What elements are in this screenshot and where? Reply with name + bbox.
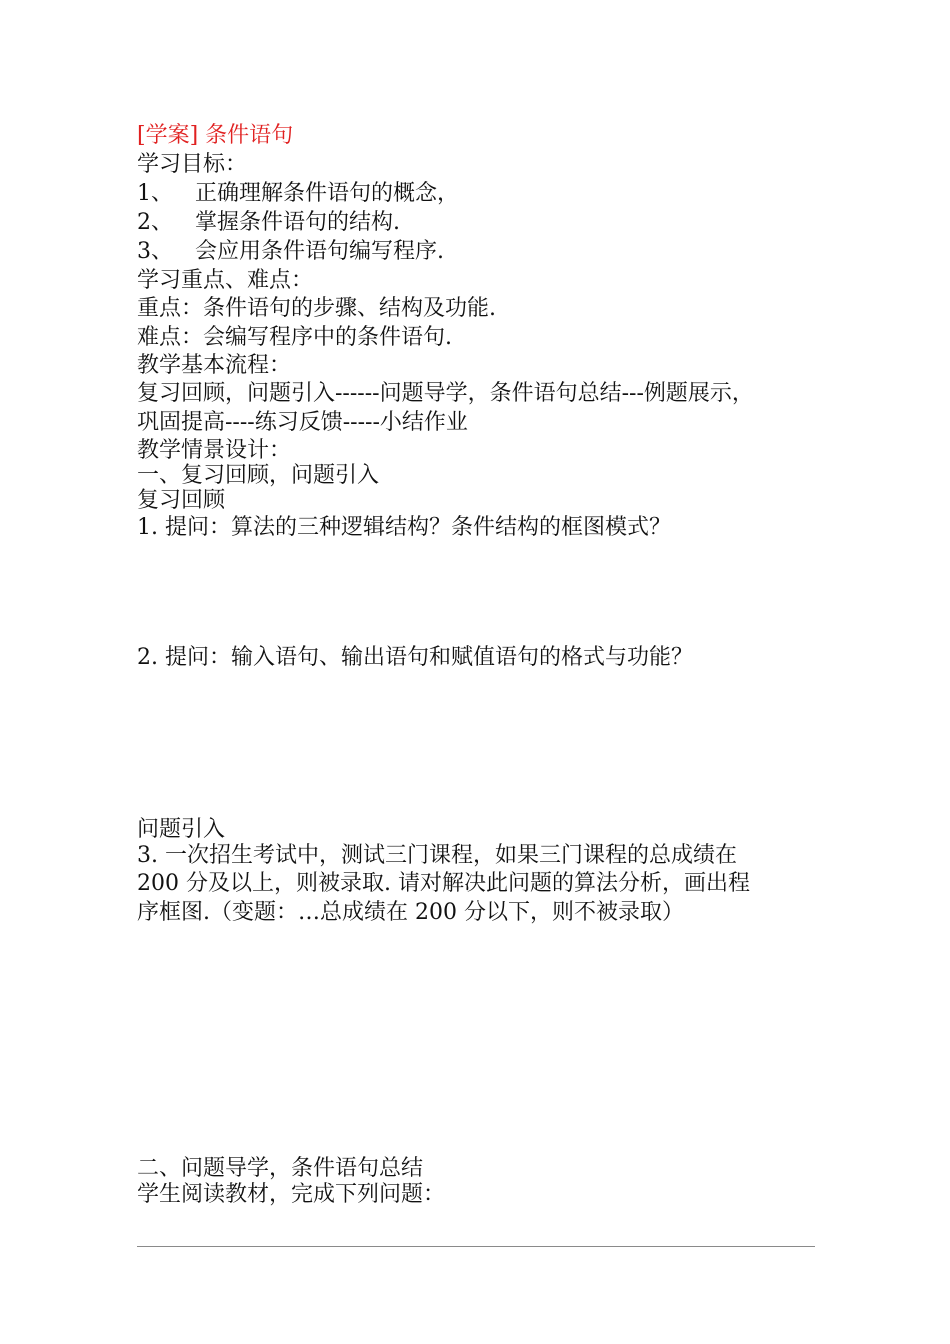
question-1: 1. 提问：算法的三种逻辑结构？条件结构的框图模式？	[137, 515, 671, 540]
question-2: 2. 提问：输入语句、输出语句和赋值语句的格式与功能？	[137, 645, 693, 670]
question-3-line-3: 序框图.（变题：…总成绩在 200 分以下，则不被录取）	[137, 900, 684, 925]
question-3-line-1: 3. 一次招生考试中，测试三门课程，如果三门课程的总成绩在	[137, 843, 737, 868]
flow-line-2: 巩固提高----练习反馈-----小结作业	[137, 410, 468, 435]
objective-number: 3、	[137, 239, 173, 264]
flow-heading: 教学基本流程：	[137, 353, 292, 378]
objective-item-2	[137, 209, 400, 237]
key-points-heading: 学习重点、难点：	[137, 268, 314, 293]
objective-item-3	[137, 238, 444, 266]
document-title: [学案] 条件语句	[137, 123, 294, 148]
objective-text: 掌握条件语句的结构.	[195, 210, 400, 235]
objective-number: 1、	[137, 181, 173, 206]
flow-line-1: 复习回顾，问题引入------问题导学，条件语句总结---例题展示，	[137, 381, 754, 406]
review-heading: 复习回顾	[137, 488, 226, 513]
objective-number: 2、	[137, 210, 173, 235]
objective-text: 正确理解条件语句的概念，	[195, 181, 460, 206]
intro-heading: 问题引入	[137, 817, 226, 842]
section-2-heading: 二、问题导学，条件语句总结	[137, 1156, 424, 1181]
section-2-instruction: 学生阅读教材，完成下列问题：	[137, 1182, 446, 1207]
footer-divider	[137, 1246, 815, 1247]
objective-item-1	[137, 180, 459, 208]
section-1-heading: 一、复习回顾，问题引入	[137, 463, 380, 488]
question-3-line-2: 200 分及以上，则被录取. 请对解决此问题的算法分析，画出程	[137, 871, 750, 896]
key-point: 重点：条件语句的步骤、结构及功能.	[137, 296, 496, 321]
design-heading: 教学情景设计：	[137, 438, 292, 463]
objective-text: 会应用条件语句编写程序.	[195, 239, 444, 264]
difficult-point: 难点：会编写程序中的条件语句.	[137, 325, 452, 350]
objectives-heading: 学习目标：	[137, 152, 248, 177]
